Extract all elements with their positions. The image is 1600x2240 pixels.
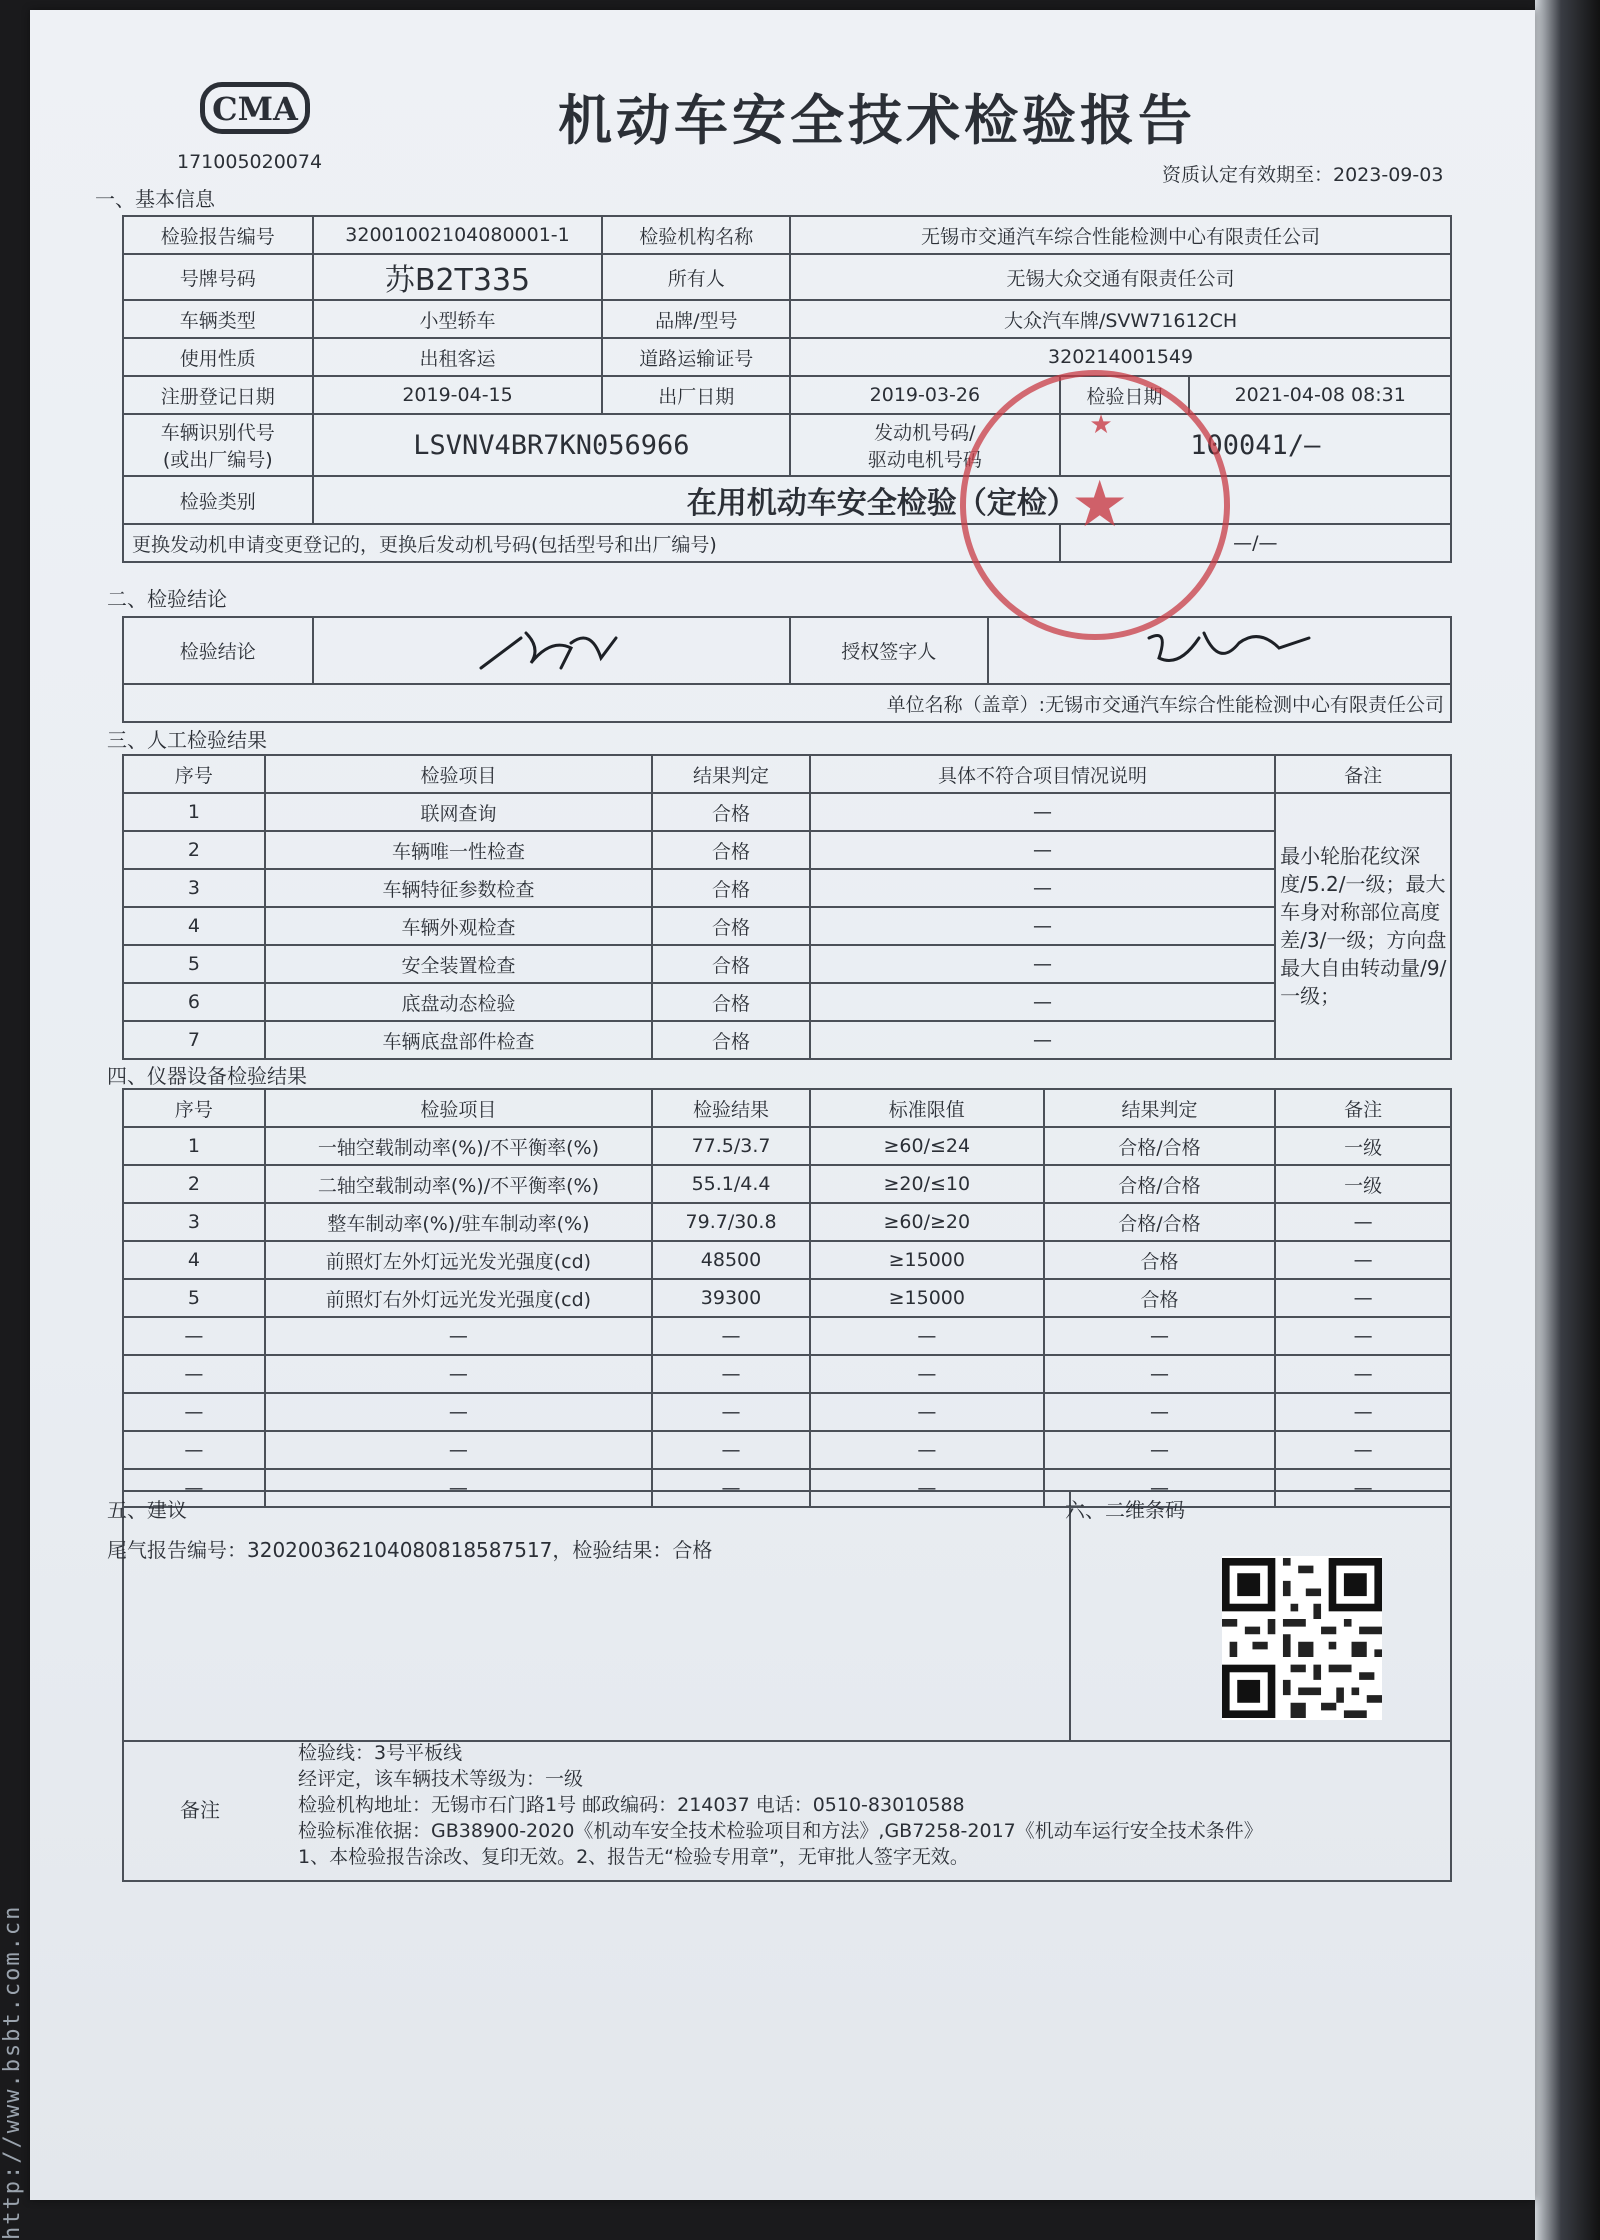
header-item: 检验项目 bbox=[265, 1089, 652, 1127]
brand-label: 品牌/型号 bbox=[602, 300, 790, 338]
header-remark: 备注 bbox=[1275, 755, 1451, 793]
exhaust-report: 尾气报告编号：320200362104080818587517，检验结果：合格 bbox=[107, 1538, 713, 1562]
header-result: 结果判定 bbox=[1044, 1089, 1276, 1127]
insp-type-label: 检验类别 bbox=[123, 476, 313, 524]
photo-background-edge bbox=[1535, 0, 1600, 2240]
validity-date: 资质认定有效期至：2023-09-03 bbox=[1162, 164, 1444, 186]
table-row: 3 整车制动率(%)/驻车制动率(%) 79.7/30.8 ≥60/≥20 合格/合格 — bbox=[123, 1203, 1451, 1241]
mfg-date-label: 出厂日期 bbox=[602, 376, 790, 414]
header-no: 序号 bbox=[123, 755, 265, 793]
header-limit: 标准限值 bbox=[810, 1089, 1044, 1127]
table-row: — — — — — — bbox=[123, 1393, 1451, 1431]
permit-value: 320214001549 bbox=[790, 338, 1451, 376]
owner-value: 无锡大众交通有限责任公司 bbox=[790, 254, 1451, 300]
signatory-label: 授权签字人 bbox=[790, 617, 988, 684]
owner-label: 所有人 bbox=[602, 254, 790, 300]
basic-info-table bbox=[122, 215, 1452, 563]
conclusion-signature bbox=[313, 617, 790, 684]
suggestion-cell bbox=[123, 1491, 1070, 1741]
org-label: 检验机构名称 bbox=[602, 216, 790, 254]
vin-label: 车辆识别代号 (或出厂编号) bbox=[123, 414, 313, 476]
side-watermark-text: http://www.bsbt.com.cn bbox=[0, 1904, 25, 2240]
table-row: 5 安全装置检查 合格 — bbox=[123, 945, 1451, 983]
table-row: 4 车辆外观检查 合格 — bbox=[123, 907, 1451, 945]
qr-code bbox=[1222, 1556, 1382, 1720]
usage-value: 出租客运 bbox=[313, 338, 603, 376]
table-row: 5 前照灯右外灯远光发光强度(cd) 39300 ≥15000 合格 — bbox=[123, 1279, 1451, 1317]
brand-value: 大众汽车牌/SVW71612CH bbox=[790, 300, 1451, 338]
plate-value: 苏B2T335 bbox=[313, 254, 603, 300]
engine-change-value: —/— bbox=[1060, 524, 1451, 562]
table-row: 2 车辆唯一性检查 合格 — bbox=[123, 831, 1451, 869]
inspection-seal: ★ ★ bbox=[960, 370, 1230, 640]
insp-date-label: 检验日期 bbox=[1060, 376, 1190, 414]
section-manual-heading: 三、人工检验结果 bbox=[107, 728, 267, 752]
header-item: 检验项目 bbox=[265, 755, 652, 793]
cma-logo: CMA bbox=[200, 82, 310, 134]
usage-label: 使用性质 bbox=[123, 338, 313, 376]
table-row: 4 前照灯左外灯远光发光强度(cd) 48500 ≥15000 合格 — bbox=[123, 1241, 1451, 1279]
conclusion-table bbox=[122, 616, 1452, 723]
header-detail: 具体不符合项目情况说明 bbox=[810, 755, 1275, 793]
report-sheet bbox=[30, 10, 1535, 2200]
table-row: — — — — — — bbox=[123, 1431, 1451, 1469]
vin-value: LSVNV4BR7KN056966 bbox=[313, 414, 791, 476]
section-instrument-heading: 四、仪器设备检验结果 bbox=[107, 1064, 307, 1088]
section-conclusion-heading: 二、检验结论 bbox=[107, 587, 227, 611]
insp-type-value: 在用机动车安全检验（定检） bbox=[313, 476, 1451, 524]
insp-date-value: 2021-04-08 08:31 bbox=[1189, 376, 1451, 414]
org-value: 无锡市交通汽车综合性能检测中心有限责任公司 bbox=[790, 216, 1451, 254]
mfg-date-value: 2019-03-26 bbox=[790, 376, 1059, 414]
vehicle-type-value: 小型轿车 bbox=[313, 300, 603, 338]
conclusion-label: 检验结论 bbox=[123, 617, 313, 684]
manual-remark: 最小轮胎花纹深度/5.2/一级；最大车身对称部位高度差/3/一级；方向盘最大自由转动量/9/一级； bbox=[1275, 793, 1451, 1059]
table-row: — — — — — — bbox=[123, 1355, 1451, 1393]
table-row: 7 车辆底盘部件检查 合格 — bbox=[123, 1021, 1451, 1059]
table-row: 2 二轴空载制动率(%)/不平衡率(%) 55.1/4.4 ≥20/≤10 合格/合格 一级 bbox=[123, 1165, 1451, 1203]
section-qr-heading: 六、二维条码 bbox=[1065, 1498, 1185, 1522]
engine-change-note: 更换发动机申请变更登记的，更换后发动机号码(包括型号和出厂编号) bbox=[123, 524, 1060, 562]
page-title: 机动车安全技术检验报告 bbox=[558, 88, 1196, 152]
table-row: 1 一轴空载制动率(%)/不平衡率(%) 77.5/3.7 ≥60/≤24 合格/合格 一级 bbox=[123, 1127, 1451, 1165]
table-row: — — — — — — bbox=[123, 1469, 1451, 1507]
header-result: 结果判定 bbox=[652, 755, 810, 793]
header-no: 序号 bbox=[123, 1089, 265, 1127]
report-no-value: 32001002104080001-1 bbox=[313, 216, 603, 254]
reg-date-label: 注册登记日期 bbox=[123, 376, 313, 414]
conclusion-signature-drawing bbox=[451, 618, 651, 678]
report-no-label: 检验报告编号 bbox=[123, 216, 313, 254]
remarks-notes: 检验线：3号平板线 经评定，该车辆技术等级为：一级 检验机构地址：无锡市石门路1号 邮政编码：214037 电话：0510-83010588 检验标准依据：GB38900-2020《机动车安全技术检验项目和方法》,GB7258-2017《机动车运行安全技术条件》 1、本检验报告涂改、复印无效。2、报告无“检验专用章”，无审批人签字无效。 bbox=[298, 1742, 1263, 1868]
plate-label: 号牌号码 bbox=[123, 254, 313, 300]
section-suggestion-heading: 五、建议 bbox=[107, 1498, 187, 1522]
engine-value: 100041/— bbox=[1060, 414, 1451, 476]
reg-date-value: 2019-04-15 bbox=[313, 376, 603, 414]
section-basic-info-heading: 一、基本信息 bbox=[95, 187, 215, 211]
header-note: 备注 bbox=[1275, 1089, 1451, 1127]
remarks-label: 备注 bbox=[180, 1798, 220, 1822]
table-row: 6 底盘动态检验 合格 — bbox=[123, 983, 1451, 1021]
vehicle-type-label: 车辆类型 bbox=[123, 300, 313, 338]
permit-label: 道路运输证号 bbox=[602, 338, 790, 376]
table-row: 3 车辆特征参数检查 合格 — bbox=[123, 869, 1451, 907]
instrument-inspection-table bbox=[122, 1088, 1452, 1508]
table-row: — — — — — — bbox=[123, 1317, 1451, 1355]
engine-label: 发动机号码/ 驱动电机号码 bbox=[790, 414, 1059, 476]
table-row: 1 联网查询 合格 — 最小轮胎花纹深度/5.2/一级；最大车身对称部位高度差/3/一级；方向盘最大自由转动量/9/一级； bbox=[123, 793, 1451, 831]
manual-inspection-table bbox=[122, 754, 1452, 1060]
cma-number: 171005020074 bbox=[177, 151, 323, 173]
header-value: 检验结果 bbox=[652, 1089, 810, 1127]
unit-name: 单位名称（盖章）:无锡市交通汽车综合性能检测中心有限责任公司 bbox=[790, 684, 1451, 722]
